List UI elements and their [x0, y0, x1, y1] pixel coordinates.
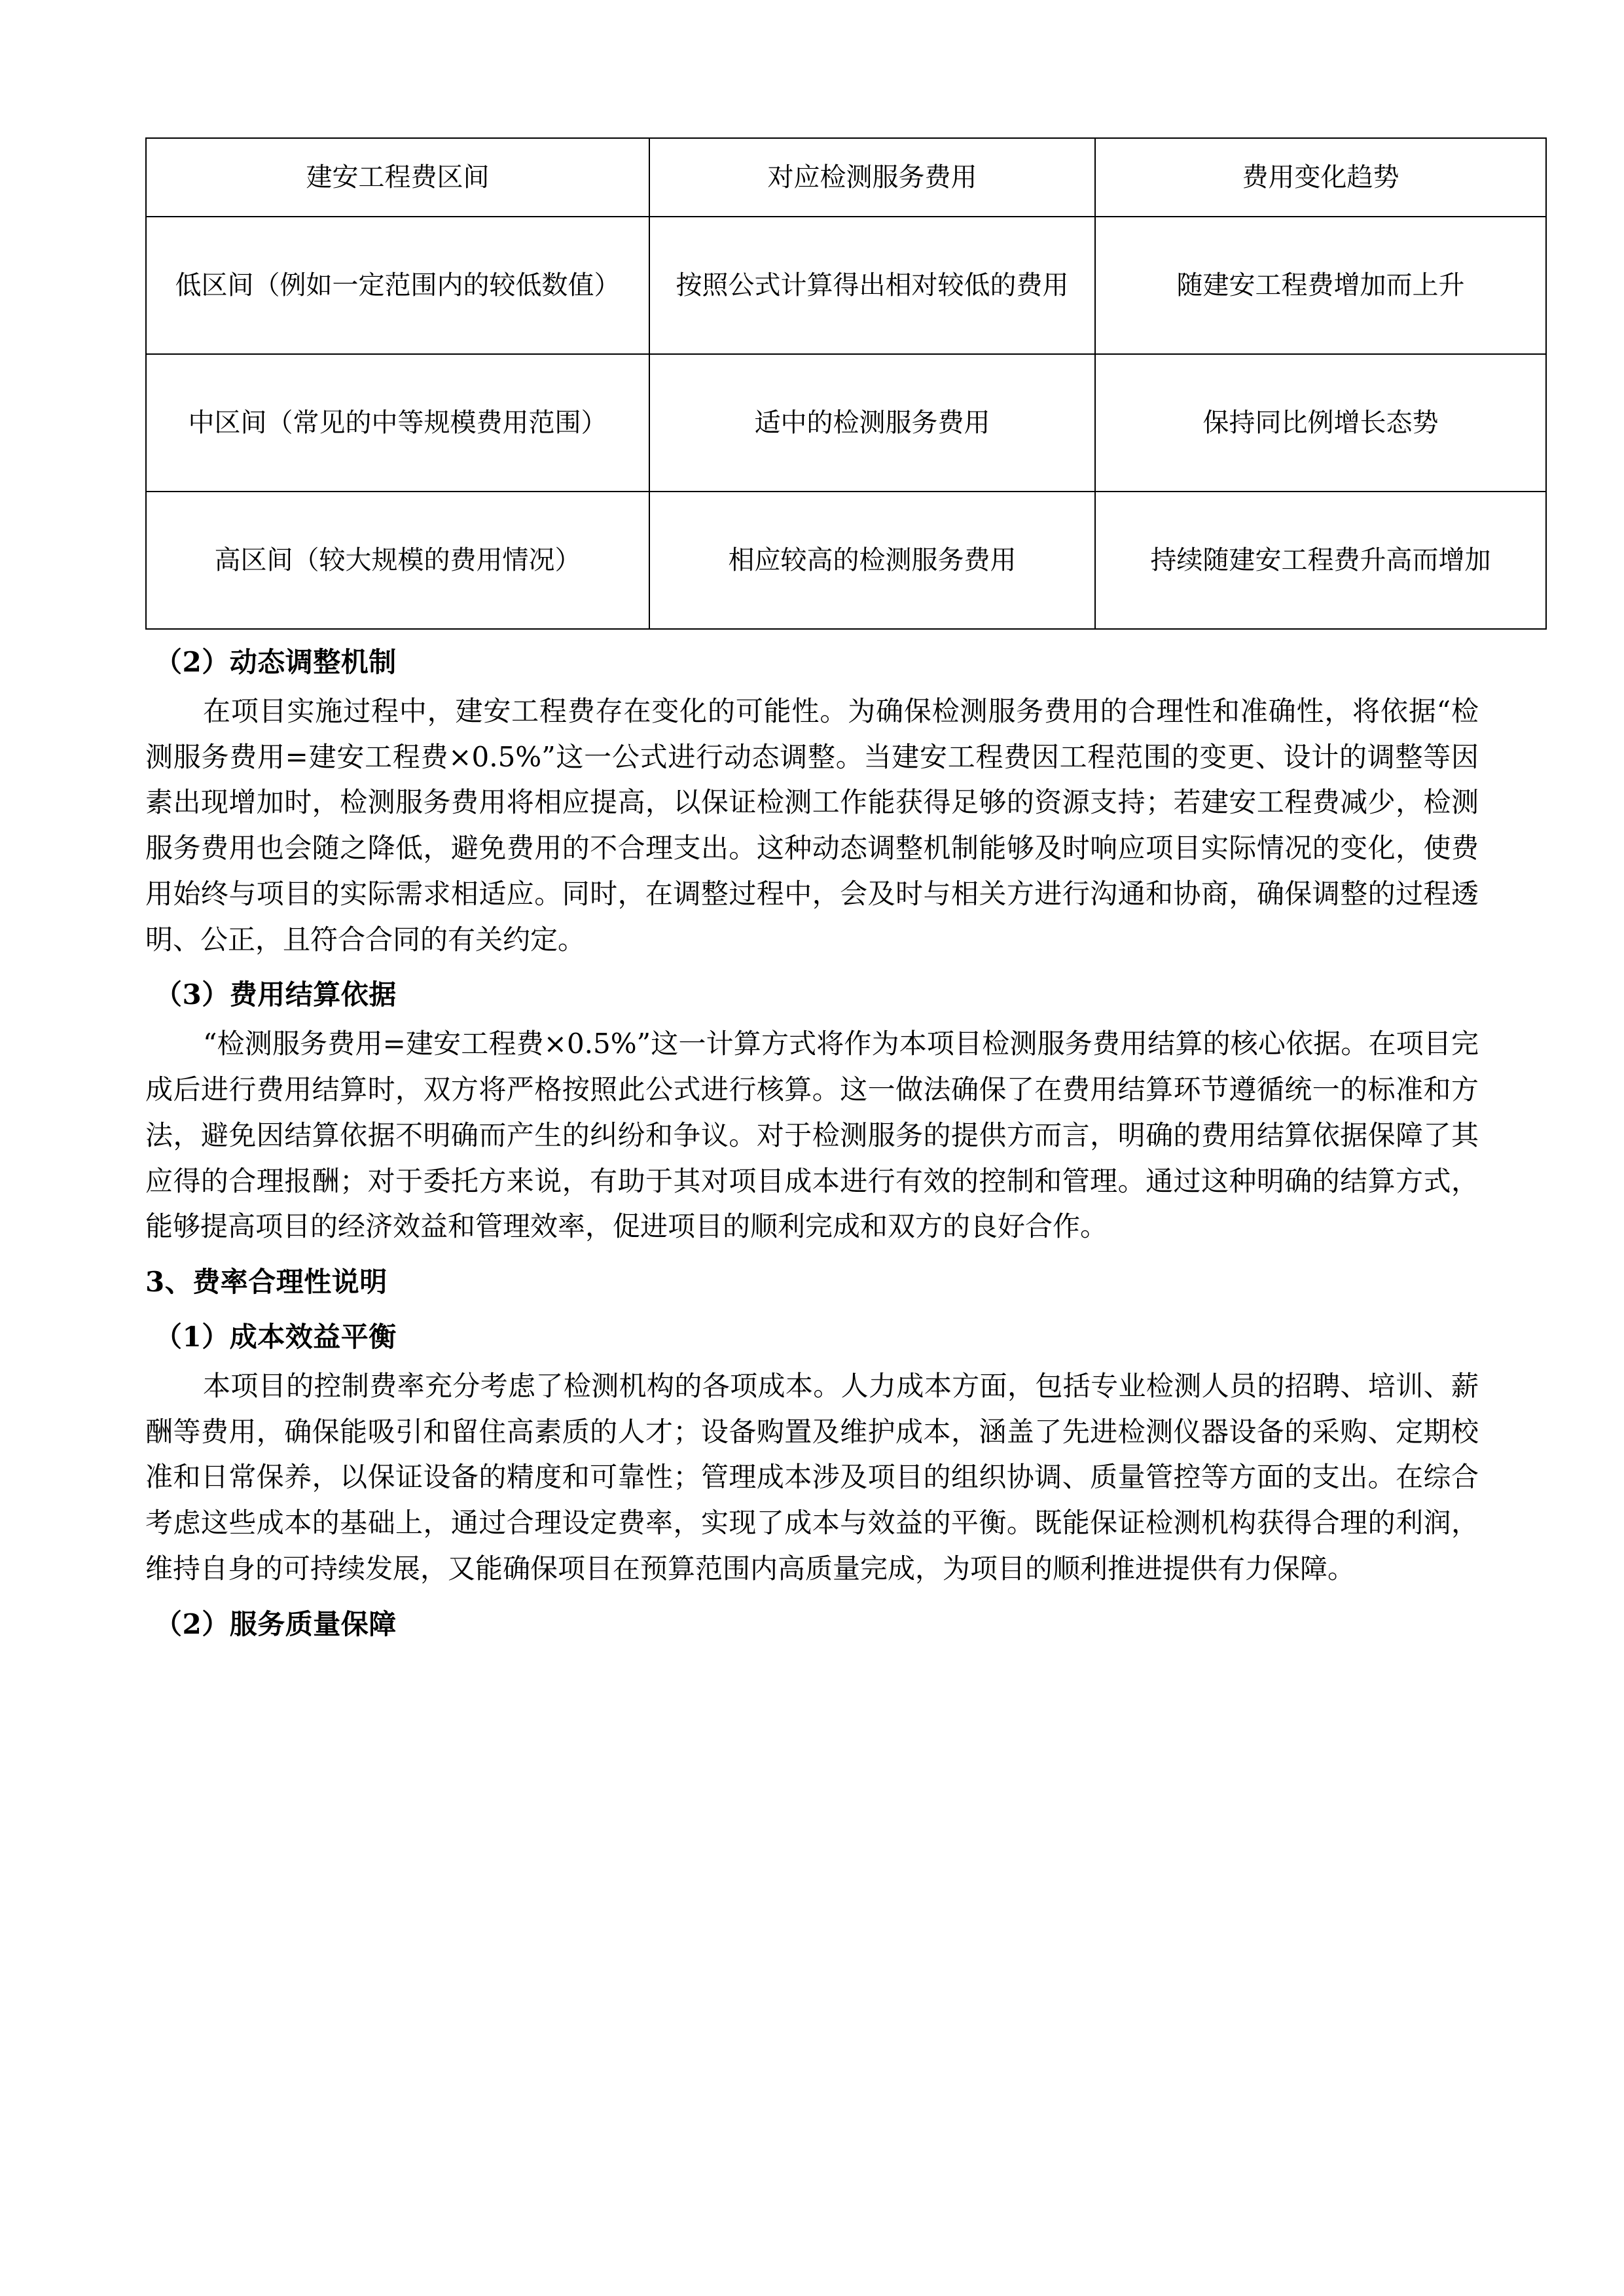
table-cell-fee: 相应较高的检测服务费用 — [649, 492, 1095, 629]
table-cell-trend: 持续随建安工程费升高而增加 — [1095, 492, 1546, 629]
fee-range-table — [145, 137, 1547, 630]
paragraph-dynamic-adjustment: 在项目实施过程中，建安工程费存在变化的可能性。为确保检测服务费用的合理性和准确性，将依据“检测服务费用=建安工程费×0.5%”这一公式进行动态调整。当建安工程费因工程范围的变更、设计的调整等因素出现增加时，检测服务费用将相应提高，以保证检测工作能获得足够的资源支持；若建安工程费减少，检测服务费用也会随之降低，避免费用的不合理支出。这种动态调整机制能够及时响应项目实际情况的变化，使费用始终与项目的实际需求相适应。同时，在调整过程中，会及时与相关方进行沟通和协商，确保调整的过程透明、公正，且符合合同的有关约定。 — [145, 695, 1479, 956]
table-cell-fee: 适中的检测服务费用 — [649, 354, 1095, 492]
table-header-cell-fee: 对应检测服务费用 — [649, 138, 1095, 217]
table-cell-trend: 保持同比例增长态势 — [1095, 354, 1546, 492]
table-header-row — [146, 138, 1546, 217]
table-cell-range: 低区间（例如一定范围内的较低数值） — [146, 217, 649, 354]
heading-rate-rationality: 3、费率合理性说明 — [145, 1265, 388, 1298]
paragraph-cost-benefit: 本项目的控制费率充分考虑了检测机构的各项成本。人力成本方面，包括专业检测人员的招聘、培训、薪酬等费用，确保能吸引和留住高素质的人才；设备购置及维护成本，涵盖了先进检测仪器设备的采购、定期校准和日常保养，以保证设备的精度和可靠性；管理成本涉及项目的组织协调、质量管控等方面的支出。在综合考虑这些成本的基础上，通过合理设定费率，实现了成本与效益的平衡。既能保证检测机构获得合理的利润，维持自身的可持续发展，又能确保项目在预算范围内高质量完成，为项目的顺利推进提供有力保障。 — [145, 1370, 1479, 1585]
paragraph-settlement-basis: “检测服务费用=建安工程费×0.5%”这一计算方式将作为本项目检测服务费用结算的核心依据。在项目完成后进行费用结算时，双方将严格按照此公式进行核算。这一做法确保了在费用结算环节遵循统一的标准和方法，避免因结算依据不明确而产生的纠纷和争议。对于检测服务的提供方而言，明确的费用结算依据保障了其应得的合理报酬；对于委托方来说，有助于其对项目成本进行有效的控制和管理。通过这种明确的结算方式，能够提高项目的经济效益和管理效率，促进项目的顺利完成和双方的良好合作。 — [145, 1028, 1479, 1243]
table-cell-trend: 随建安工程费增加而上升 — [1095, 217, 1546, 354]
table-header-cell-range: 建安工程费区间 — [146, 138, 649, 217]
table-header-cell-trend: 费用变化趋势 — [1095, 138, 1546, 217]
table-cell-fee: 按照公式计算得出相对较低的费用 — [649, 217, 1095, 354]
table-cell-range: 高区间（较大规模的费用情况） — [146, 492, 649, 629]
heading-service-quality: （2）服务质量保障 — [154, 1607, 397, 1640]
table-row — [146, 354, 1546, 492]
document-body — [145, 137, 1491, 1647]
heading-dynamic-adjustment: （2）动态调整机制 — [154, 646, 397, 678]
table-row — [146, 217, 1546, 354]
heading-settlement-basis: （3）费用结算依据 — [154, 978, 397, 1011]
table-cell-range: 中区间（常见的中等规模费用范围） — [146, 354, 649, 492]
table-row — [146, 492, 1546, 629]
heading-cost-benefit: （1）成本效益平衡 — [154, 1321, 397, 1353]
